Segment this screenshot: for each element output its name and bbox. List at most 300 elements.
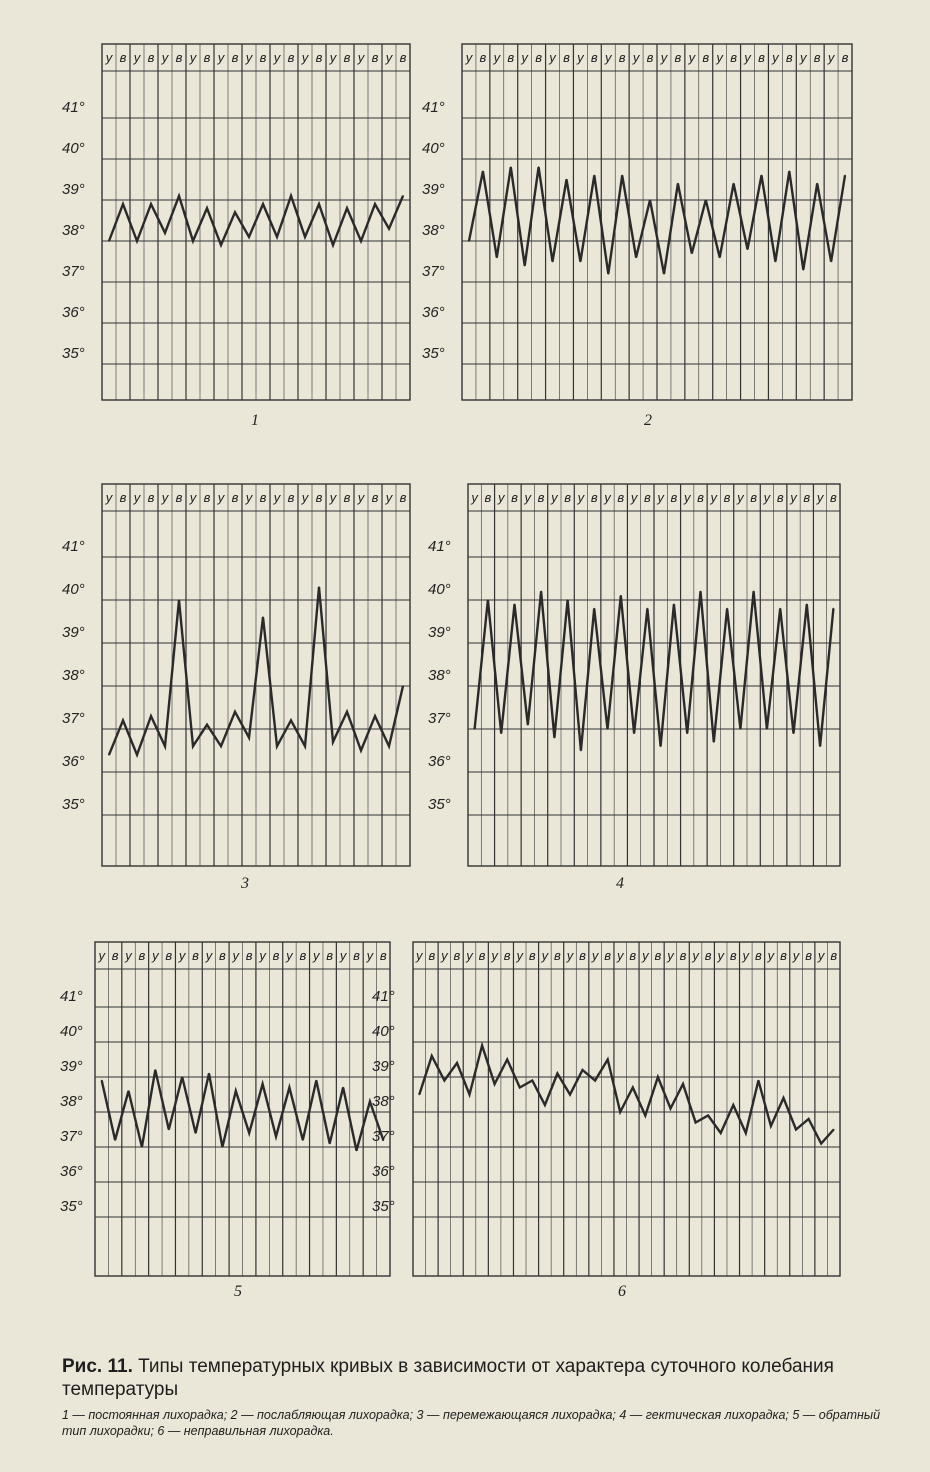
time-of-day-label: у [245, 490, 253, 505]
data-point [181, 1076, 183, 1078]
y-tick-label: 37° [422, 263, 445, 280]
data-point [747, 248, 749, 250]
data-point [248, 1132, 250, 1134]
data-point [122, 203, 124, 205]
time-of-day-label: у [524, 490, 532, 505]
data-point [544, 1104, 546, 1106]
time-of-day-label: в [511, 490, 518, 505]
time-of-day-label: у [329, 50, 337, 65]
y-tick-label: 41° [428, 538, 451, 555]
time-of-day-label: у [800, 50, 807, 65]
time-of-day-label: в [723, 490, 731, 505]
y-tick-label: 35° [422, 345, 445, 362]
y-tick-label: 41° [62, 99, 85, 116]
y-tick-label: 40° [372, 1023, 395, 1040]
temperature-chart-6 [372, 942, 840, 1300]
data-point [532, 1080, 534, 1082]
time-of-day-label: у [667, 948, 674, 963]
time-of-day-label: у [604, 490, 611, 505]
data-point [691, 253, 693, 255]
data-point [360, 240, 362, 242]
time-of-day-label: в [646, 50, 654, 65]
time-of-day-label: в [203, 490, 211, 505]
y-tick-label: 36° [62, 753, 85, 770]
y-tick-label: 36° [422, 304, 445, 321]
time-of-day-label: в [165, 948, 173, 963]
data-point [761, 175, 763, 177]
time-of-day-label: у [692, 948, 699, 963]
data-point [192, 745, 194, 747]
data-point [795, 1129, 797, 1131]
data-point [620, 595, 622, 597]
data-point [155, 1069, 157, 1071]
time-of-day-label: у [105, 50, 113, 65]
time-of-day-label: в [617, 490, 625, 505]
y-tick-label: 41° [372, 988, 395, 1005]
time-of-day-label: у [772, 50, 779, 65]
y-tick-label: 41° [422, 99, 445, 116]
y-tick-label: 38° [62, 222, 85, 239]
y-tick-label: 35° [428, 796, 451, 813]
data-point [302, 1139, 304, 1141]
time-of-day-label: в [231, 50, 239, 65]
time-of-day-label: в [564, 490, 572, 505]
data-point [569, 1094, 571, 1096]
time-of-day-label: в [203, 50, 211, 65]
data-point [141, 1146, 143, 1148]
time-of-day-label: в [758, 50, 765, 65]
data-point [593, 608, 595, 610]
data-point [770, 1125, 772, 1127]
time-of-day-label: у [313, 948, 320, 963]
data-point [474, 728, 476, 730]
data-point [234, 212, 236, 214]
time-of-day-label: в [643, 490, 651, 505]
time-of-day-label: у [416, 948, 423, 963]
data-point [647, 608, 649, 610]
data-point [806, 604, 808, 606]
data-point [419, 1094, 421, 1096]
data-point [833, 608, 835, 610]
time-of-day-label: в [702, 50, 710, 65]
caption-label: Рис. 11. [62, 1356, 133, 1377]
y-tick-label: 36° [60, 1163, 83, 1180]
data-point [580, 750, 582, 752]
time-of-day-label: в [604, 948, 612, 963]
time-of-day-label: у [466, 948, 473, 963]
time-of-day-label: в [590, 50, 598, 65]
time-of-day-label: в [674, 50, 682, 65]
time-of-day-label: в [803, 490, 811, 505]
temperature-chart-3 [62, 484, 410, 892]
data-point [793, 733, 795, 735]
data-point [682, 1083, 684, 1085]
data-point [506, 1059, 508, 1061]
data-point [713, 741, 715, 743]
time-of-day-label: у [717, 948, 724, 963]
chart-number: 3 [241, 875, 249, 892]
time-of-day-label: у [737, 490, 744, 505]
time-of-day-label: у [763, 490, 771, 505]
time-of-day-label: в [315, 50, 323, 65]
data-point [248, 737, 250, 739]
time-of-day-label: в [428, 948, 436, 963]
data-point [342, 1087, 344, 1089]
data-point [496, 257, 498, 259]
data-point [524, 265, 526, 267]
data-point [208, 1073, 210, 1075]
data-point [789, 171, 791, 173]
time-of-day-label: у [366, 948, 374, 963]
data-point [289, 1087, 291, 1089]
time-of-day-label: в [750, 490, 758, 505]
time-of-day-label: у [232, 948, 240, 963]
data-point [833, 1129, 835, 1131]
time-of-day-label: у [133, 490, 141, 505]
time-of-day-label: у [385, 50, 393, 65]
data-point [719, 257, 721, 259]
time-of-day-label: в [315, 490, 323, 505]
data-point [248, 236, 250, 238]
time-of-day-label: у [105, 490, 113, 505]
time-of-day-label: у [521, 50, 528, 65]
time-of-day-label: у [827, 50, 835, 65]
time-of-day-label: в [119, 490, 127, 505]
time-of-day-label: в [287, 50, 295, 65]
time-of-day-label: в [679, 948, 687, 963]
y-tick-label: 41° [62, 538, 85, 555]
time-of-day-label: в [478, 948, 486, 963]
time-of-day-label: в [590, 490, 598, 505]
y-tick-label: 39° [428, 624, 451, 641]
data-point [540, 591, 542, 593]
time-of-day-label: в [507, 50, 515, 65]
temperature-chart-1 [62, 44, 410, 429]
data-point [360, 750, 362, 752]
data-point [645, 1115, 647, 1117]
y-tick-label: 36° [62, 304, 85, 321]
y-tick-label: 40° [422, 140, 445, 157]
time-of-day-label: у [816, 490, 824, 505]
time-of-day-label: в [453, 948, 461, 963]
data-point [206, 724, 208, 726]
time-of-day-label: у [441, 948, 448, 963]
chart-number: 6 [618, 1283, 626, 1300]
data-point [635, 257, 637, 259]
time-of-day-label: в [299, 948, 307, 963]
temperature-chart-4 [428, 484, 840, 892]
data-point [356, 1150, 358, 1152]
data-point [733, 1104, 735, 1106]
time-of-day-label: в [175, 490, 183, 505]
data-point [206, 207, 208, 209]
data-point [114, 1139, 116, 1141]
data-point [468, 240, 470, 242]
y-tick-label: 37° [428, 710, 451, 727]
time-of-day-label: в [287, 490, 295, 505]
time-of-day-label: у [465, 50, 473, 65]
data-point [779, 608, 781, 610]
time-of-day-label: у [357, 50, 365, 65]
y-tick-label: 41° [60, 988, 83, 1005]
time-of-day-label: в [805, 948, 813, 963]
data-point [830, 261, 832, 263]
time-of-day-label: у [744, 50, 751, 65]
y-tick-label: 35° [60, 1198, 83, 1215]
y-tick-label: 36° [428, 753, 451, 770]
y-tick-label: 40° [60, 1023, 83, 1040]
data-point [608, 273, 610, 275]
data-point [527, 724, 529, 726]
time-of-day-label: у [742, 948, 750, 963]
data-point [332, 741, 334, 743]
data-point [514, 604, 516, 606]
time-of-day-label: в [841, 50, 849, 65]
data-point [346, 207, 348, 209]
time-of-day-label: в [654, 948, 662, 963]
data-point [607, 1059, 609, 1061]
data-point [136, 754, 138, 756]
time-of-day-label: у [471, 490, 478, 505]
time-of-day-label: в [111, 948, 119, 963]
data-point [220, 745, 222, 747]
time-of-day-label: в [218, 948, 226, 963]
data-point [500, 733, 502, 735]
y-tick-label: 39° [60, 1058, 83, 1075]
data-point [519, 1087, 521, 1089]
time-of-day-label: в [192, 948, 199, 963]
data-point [775, 261, 777, 263]
caption-title: Типы температурных кривых в зависимости от характера суточного колебания температуры [62, 1356, 834, 1400]
data-point [136, 240, 138, 242]
data-point [753, 591, 755, 593]
data-point [374, 715, 376, 717]
temperature-chart-5 [60, 942, 390, 1300]
y-tick-label: 39° [422, 181, 445, 198]
data-point [195, 1132, 197, 1134]
y-tick-label: 40° [428, 581, 451, 598]
time-of-day-label: у [152, 948, 159, 963]
data-point [128, 1090, 130, 1092]
data-point [820, 1143, 822, 1145]
data-point [657, 1076, 659, 1078]
data-point [431, 1055, 433, 1057]
data-point [740, 728, 742, 730]
chart-number: 2 [644, 412, 652, 429]
data-point [388, 745, 390, 747]
time-of-day-label: у [329, 490, 337, 505]
data-point [456, 1062, 458, 1064]
time-of-day-label: у [245, 50, 253, 65]
time-of-day-label: у [301, 50, 309, 65]
y-tick-label: 39° [62, 181, 85, 198]
chart-number: 4 [616, 875, 624, 892]
data-point [402, 195, 404, 197]
figure-caption [62, 1355, 902, 1439]
y-tick-label: 37° [62, 263, 85, 280]
time-of-day-label: в [830, 948, 838, 963]
time-of-day-label: в [147, 490, 155, 505]
y-tick-label: 38° [62, 667, 85, 684]
time-of-day-label: у [493, 50, 501, 65]
time-of-day-label: в [537, 490, 545, 505]
time-of-day-label: в [754, 948, 762, 963]
time-of-day-label: в [259, 490, 267, 505]
time-of-day-label: в [697, 490, 704, 505]
data-point [816, 183, 818, 185]
y-tick-label: 38° [372, 1093, 395, 1110]
data-point [164, 745, 166, 747]
data-point [235, 1090, 237, 1092]
data-point [234, 711, 236, 713]
time-of-day-label: в [776, 490, 784, 505]
time-of-day-label: у [273, 50, 281, 65]
time-of-day-label: в [175, 50, 183, 65]
time-of-day-label: у [566, 948, 574, 963]
data-point [122, 720, 124, 722]
y-tick-label: 37° [62, 710, 85, 727]
y-tick-label: 38° [422, 222, 445, 239]
time-of-day-label: у [716, 50, 723, 65]
time-of-day-label: у [683, 490, 691, 505]
data-point [733, 183, 735, 185]
data-point [621, 175, 623, 177]
data-point [580, 261, 582, 263]
time-of-day-label: у [551, 490, 558, 505]
data-point [290, 720, 292, 722]
time-of-day-label: у [541, 948, 549, 963]
caption-title-line [62, 1355, 902, 1401]
time-of-day-label: в [629, 948, 637, 963]
time-of-day-label: в [343, 50, 351, 65]
data-point [318, 586, 320, 588]
time-of-day-label: в [353, 948, 360, 963]
data-point [262, 1083, 264, 1085]
data-point [304, 745, 306, 747]
data-point [663, 273, 665, 275]
time-of-day-label: в [371, 50, 379, 65]
data-point [700, 591, 702, 593]
time-of-day-label: у [630, 490, 638, 505]
data-point [567, 599, 569, 601]
data-point [720, 1132, 722, 1134]
y-tick-label: 38° [60, 1093, 83, 1110]
time-of-day-label: в [484, 490, 492, 505]
time-of-day-label: у [616, 948, 624, 963]
data-point [276, 745, 278, 747]
data-point [346, 711, 348, 713]
time-of-day-label: в [326, 948, 334, 963]
time-of-day-label: у [189, 50, 197, 65]
time-of-day-label: в [670, 490, 678, 505]
time-of-day-label: в [813, 50, 821, 65]
time-of-day-label: у [577, 490, 585, 505]
data-point [164, 232, 166, 234]
data-point [388, 228, 390, 230]
y-tick-label: 37° [60, 1128, 83, 1145]
time-of-day-label: в [231, 490, 239, 505]
data-point [469, 1094, 471, 1096]
data-point [178, 599, 180, 601]
data-point [487, 599, 489, 601]
time-of-day-label: у [189, 490, 197, 505]
time-of-day-label: в [272, 948, 280, 963]
data-point [316, 1080, 318, 1082]
time-of-day-label: в [579, 948, 586, 963]
data-point [745, 1132, 747, 1134]
data-point [101, 1080, 103, 1082]
time-of-day-label: у [516, 948, 523, 963]
time-of-day-label: у [767, 948, 775, 963]
time-of-day-label: у [660, 50, 668, 65]
time-of-day-label: в [259, 50, 267, 65]
time-of-day-label: у [591, 948, 599, 963]
data-point [150, 715, 152, 717]
y-tick-label: 35° [62, 796, 85, 813]
y-tick-label: 35° [62, 345, 85, 362]
data-point [803, 269, 805, 271]
time-of-day-label: в [535, 50, 543, 65]
y-tick-label: 39° [62, 624, 85, 641]
data-point [262, 616, 264, 618]
time-of-day-label: у [657, 490, 664, 505]
time-of-day-label: у [161, 50, 169, 65]
time-of-day-label: у [217, 50, 225, 65]
data-point [481, 1045, 483, 1047]
y-tick-label: 35° [372, 1198, 395, 1215]
time-of-day-label: в [399, 490, 407, 505]
data-point [552, 261, 554, 263]
time-of-day-label: у [632, 50, 640, 65]
data-point [554, 737, 556, 739]
time-of-day-label: в [119, 50, 127, 65]
y-tick-label: 38° [428, 667, 451, 684]
y-tick-label: 40° [62, 581, 85, 598]
y-tick-label: 40° [62, 140, 85, 157]
data-point [632, 1087, 634, 1089]
time-of-day-label: в [503, 948, 511, 963]
time-of-day-label: у [286, 948, 293, 963]
time-of-day-label: в [138, 948, 146, 963]
time-of-day-label: у [549, 50, 556, 65]
data-point [607, 728, 609, 730]
data-point [594, 175, 596, 177]
y-tick-label: 37° [372, 1128, 395, 1145]
data-point [168, 1129, 170, 1131]
time-of-day-label: у [133, 50, 141, 65]
data-point [707, 1115, 709, 1117]
data-point [673, 604, 675, 606]
data-point [150, 203, 152, 205]
time-of-day-label: в [829, 490, 837, 505]
time-of-day-label: в [554, 948, 561, 963]
data-point [494, 1083, 496, 1085]
data-point [178, 195, 180, 197]
time-of-day-label: в [479, 50, 487, 65]
time-of-day-label: у [301, 490, 309, 505]
time-of-day-label: у [605, 50, 612, 65]
data-point [220, 244, 222, 246]
data-point [374, 203, 376, 205]
time-of-day-label: в [245, 948, 253, 963]
time-of-day-label: у [273, 490, 281, 505]
data-point [318, 203, 320, 205]
data-point [677, 183, 679, 185]
time-of-day-label: у [125, 948, 132, 963]
time-of-day-label: у [357, 490, 365, 505]
time-of-day-label: у [710, 490, 718, 505]
data-point [582, 1069, 584, 1071]
